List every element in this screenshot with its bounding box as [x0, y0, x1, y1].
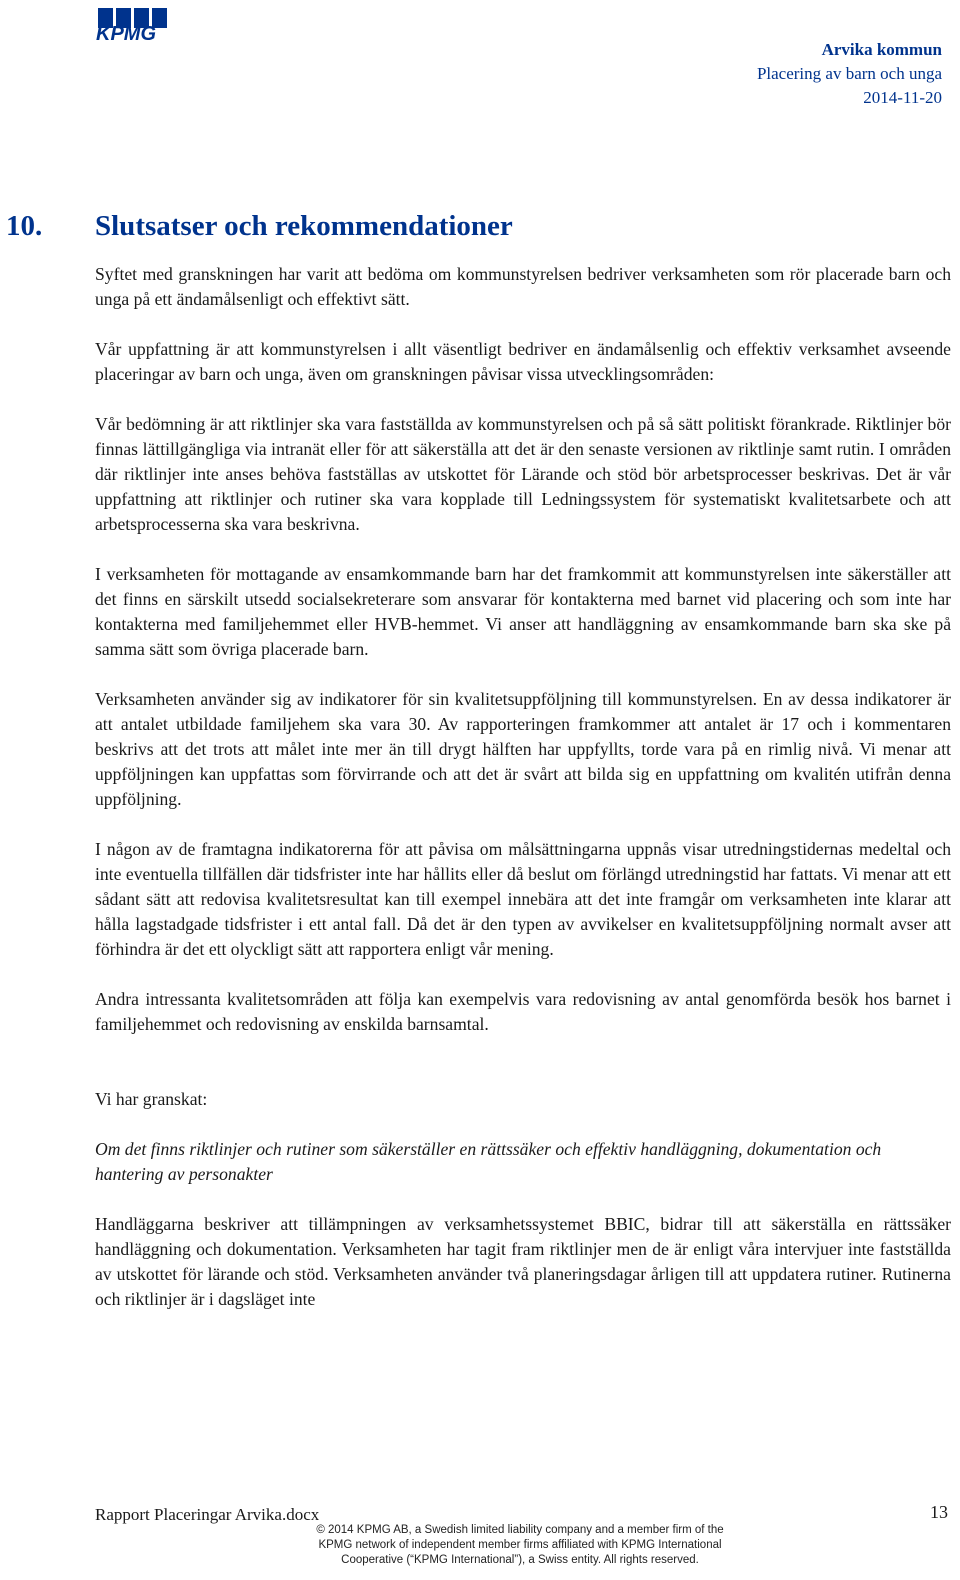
- footer-legal-notice: [270, 1523, 770, 1568]
- paragraph-guidelines: Vår bedömning är att riktlinjer ska vara fastställda av kommunstyrelsen och på så sätt politiskt förankrade. Riktlinjer bör finnas lättillgängliga via intranät eller för att säkerställa att det är den senaste versionen av riktlinje samt rutin. I områden där riktlinjer inte anses behöva fastställas av utskottet för Lärande och stöd bör arbetsprocesser beskrivas. Det är vår uppfattning att riktlinjer och rutiner ska vara kopplade till Ledningssystem för systematiskt kvalitetsarbete och att arbetsprocesserna ska vara beskrivna.: [95, 414, 951, 534]
- footer-page-number: 13: [930, 1502, 948, 1522]
- paragraph-other-quality-areas: Andra intressanta kvalitetsområden att följa kan exempelvis vara redovisning av antal genomförda besök hos barnet i familjehemmet och redovisning av enskilda barnsamtal.: [95, 989, 951, 1034]
- legal-line: Cooperative (“KPMG International”), a Swiss entity. All rights reserved.: [341, 1554, 699, 1566]
- paragraph-indicators: Verksamheten använder sig av indikatorer för sin kvalitetsuppföljning till kommunstyrelsen. En av dessa indikatorer är att antalet utbildade familjehem ska vara 30. Av rapporteringen framkommer att antalet är 17 och i kommentaren beskrivs att det trots att målet inte mer än till drygt hälften har uppfyllts, torde vara på en rimlig nivå. Vi menar att uppföljningen kan uppfattas som förvirrande och att det är svårt att bilda sig en uppfattning om kvalitén utifrån denna uppföljning.: [95, 689, 951, 809]
- chapter-heading: [6, 210, 513, 243]
- legal-line: © 2014 KPMG AB, a Swedish limited liability company and a member firm of the: [316, 1524, 724, 1536]
- document-header: [757, 38, 942, 110]
- footer-filename: Rapport Placeringar Arvika.docx: [95, 1505, 320, 1524]
- kpmg-logo-graphic: [92, 6, 184, 44]
- paragraph-purpose: Syftet med granskningen har varit att bedöma om kommunstyrelsen bedriver verksamheten som rör placerade barn och unga på ett ändamålsenligt och effektivt sätt.: [95, 264, 951, 309]
- paragraph-overall-opinion: Vår uppfattning är att kommunstyrelsen i allt väsentligt bedriver en ändamålsenlig och effektiv verksamhet avseende placeringar av barn och unga, även om granskningen påvisar vissa utvecklingsområden:: [95, 339, 951, 384]
- header-organization: Arvika kommun: [821, 40, 942, 59]
- kpmg-logo: [92, 6, 184, 44]
- legal-line: KPMG network of independent member firms affiliated with KPMG International: [318, 1539, 722, 1551]
- review-question: Om det finns riktlinjer och rutiner som säkerställer en rättssäker och effektiv handläggning, dokumentation och hantering av personakter: [95, 1139, 882, 1184]
- paragraph-investigation-times: I någon av de framtagna indikatorerna för att påvisa om målsättningarna uppnås visar utredningstidernas medeltal och inte eventuella tillfällen där tidsfrister inte har hållits eller då beslut om förlängd utredningstid har fattats. Vi menar att ett sådant sätt att redovisa kvalitetsresultat kan till exempel innebära att det inte framgår om verksamheten inte klarar att hålla lagstadgade tidsfrister i ett antal fall. Då det är den typen av avvikelser en kvalitetsuppföljning normalt avser att förhindra är det ett olyckligt sätt att rapportera enligt vår mening.: [95, 839, 951, 959]
- paragraph-unaccompanied-children: I verksamheten för mottagande av ensamkommande barn har det framkommit att kommunstyrelsen inte säkerställer att det finns en särskilt utsedd socialsekreterare som ansvarar för kontakterna med barnet vid placering och som inte har kontakterna med familjehemmet eller HVB-hemmet. Vi anser att handläggning av ensamkommande barn ska ske på samma sätt som övriga placerade barn.: [95, 564, 951, 659]
- chapter-number: 10.: [6, 210, 43, 242]
- header-report-title: Placering av barn och unga: [756, 64, 942, 83]
- logo-text: KPMG: [96, 23, 156, 44]
- header-date: 2014-11-20: [863, 88, 942, 107]
- body-content: [95, 262, 951, 1312]
- chapter-title: Slutsatser och rekommendationer: [95, 210, 513, 242]
- review-heading: Vi har granskat:: [95, 1089, 208, 1109]
- review-text: Handläggarna beskriver att tillämpningen av verksamhetssystemet BBIC, bidrar till att säkerställa en rättssäker handläggning och dokumentation. Verksamheten har tagit fram riktlinjer men de är enligt våra intervjuer inte fastställda av utskottet för lärande och stöd. Verksamheten använder två planeringsdagar årligen till att uppdatera rutiner. Rutinerna och riktlinjer är i dagsläget inte: [95, 1214, 951, 1309]
